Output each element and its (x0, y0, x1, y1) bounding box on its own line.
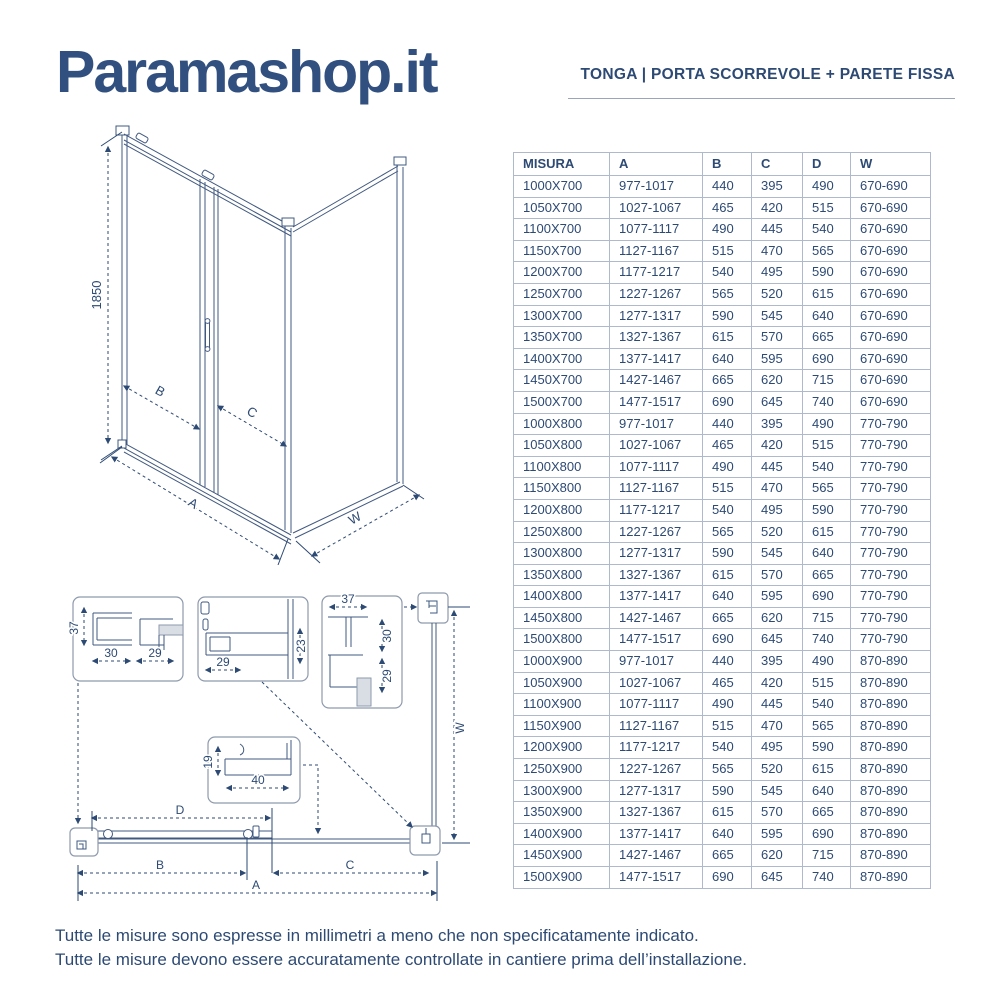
table-cell: 1200X700 (514, 262, 610, 284)
profile-detail-box-4 (201, 737, 300, 803)
table-cell: 490 (703, 456, 752, 478)
detail1-dim-29: 29 (148, 646, 162, 660)
table-cell: 540 (703, 737, 752, 759)
table-cell: 420 (752, 435, 803, 457)
table-cell: 565 (803, 478, 851, 500)
table-cell: 670-690 (851, 370, 931, 392)
table-cell: 870-890 (851, 759, 931, 781)
table-cell: 1000X900 (514, 651, 610, 673)
table-cell: 620 (752, 370, 803, 392)
table-cell: 740 (803, 629, 851, 651)
table-cell: 645 (752, 629, 803, 651)
iso-dim-c-label: C (244, 403, 260, 421)
table-cell: 440 (703, 651, 752, 673)
table-cell: 440 (703, 413, 752, 435)
column-header: W (851, 153, 931, 176)
table-cell: 770-790 (851, 413, 931, 435)
table-cell: 770-790 (851, 564, 931, 586)
table-cell: 1027-1067 (610, 197, 703, 219)
table-cell: 470 (752, 478, 803, 500)
product-line-title: TONGA | PORTA SCORREVOLE + PARETE FISSA (580, 66, 955, 83)
table-cell: 715 (803, 607, 851, 629)
plan-dim-c-label: C (345, 858, 355, 872)
table-cell: 665 (803, 327, 851, 349)
table-cell: 590 (803, 737, 851, 759)
table-cell: 520 (752, 759, 803, 781)
table-cell: 1327-1367 (610, 327, 703, 349)
table-cell: 1177-1217 (610, 499, 703, 521)
table-cell: 870-890 (851, 715, 931, 737)
table-row (514, 283, 931, 305)
table-cell: 870-890 (851, 780, 931, 802)
column-header: C (752, 153, 803, 176)
table-cell: 545 (752, 305, 803, 327)
size-table-head-row (514, 153, 931, 176)
table-cell: 640 (703, 348, 752, 370)
table-cell: 395 (752, 651, 803, 673)
table-cell: 870-890 (851, 823, 931, 845)
table-row (514, 651, 931, 673)
detail3-dim-37: 37 (341, 592, 355, 606)
table-row (514, 327, 931, 349)
table-cell: 445 (752, 694, 803, 716)
table-row (514, 823, 931, 845)
table-cell: 1200X800 (514, 499, 610, 521)
table-cell: 870-890 (851, 737, 931, 759)
table-row (514, 176, 931, 198)
iso-dim-height-label: 1850 (89, 280, 104, 310)
table-cell: 1077-1117 (610, 219, 703, 241)
table-cell: 570 (752, 327, 803, 349)
table-cell: 670-690 (851, 240, 931, 262)
profile-detail-box-3 (322, 592, 402, 708)
table-cell: 1000X700 (514, 176, 610, 198)
table-cell: 490 (803, 413, 851, 435)
table-cell: 1127-1167 (610, 478, 703, 500)
table-cell: 420 (752, 197, 803, 219)
table-cell: 690 (703, 391, 752, 413)
table-cell: 690 (803, 823, 851, 845)
table-row (514, 607, 931, 629)
table-cell: 670-690 (851, 305, 931, 327)
table-cell: 615 (803, 759, 851, 781)
table-cell: 590 (803, 499, 851, 521)
column-header: A (610, 153, 703, 176)
table-cell: 465 (703, 672, 752, 694)
shower-frame-lines (116, 126, 406, 544)
plan-dim-w-label: W (453, 722, 467, 734)
footer-note-line1: Tutte le misure sono espresse in millimetri a meno che non specificatamente indicato. (55, 926, 699, 945)
table-cell: 570 (752, 564, 803, 586)
table-cell: 1050X900 (514, 672, 610, 694)
table-cell: 565 (703, 283, 752, 305)
table-cell: 740 (803, 867, 851, 889)
detail2-dim-23: 23 (294, 639, 308, 653)
table-cell: 977-1017 (610, 651, 703, 673)
table-cell: 645 (752, 867, 803, 889)
table-cell: 420 (752, 672, 803, 694)
table-cell: 565 (703, 521, 752, 543)
table-cell: 770-790 (851, 607, 931, 629)
table-cell: 770-790 (851, 456, 931, 478)
table-cell: 1400X700 (514, 348, 610, 370)
table-cell: 770-790 (851, 478, 931, 500)
table-row (514, 435, 931, 457)
table-cell: 1050X700 (514, 197, 610, 219)
table-cell: 1327-1367 (610, 802, 703, 824)
table-cell: 1250X800 (514, 521, 610, 543)
table-cell: 770-790 (851, 521, 931, 543)
table-cell: 595 (752, 823, 803, 845)
table-cell: 977-1017 (610, 413, 703, 435)
size-table (513, 152, 931, 889)
table-cell: 1100X800 (514, 456, 610, 478)
table-cell: 620 (752, 845, 803, 867)
table-cell: 770-790 (851, 499, 931, 521)
table-cell: 1350X900 (514, 802, 610, 824)
table-cell: 1000X800 (514, 413, 610, 435)
table-row (514, 586, 931, 608)
table-cell: 1427-1467 (610, 845, 703, 867)
table-cell: 540 (803, 694, 851, 716)
table-cell: 515 (703, 478, 752, 500)
column-header: B (703, 153, 752, 176)
table-cell: 540 (703, 262, 752, 284)
table-cell: 1277-1317 (610, 543, 703, 565)
plan-dim-d-label: D (175, 803, 185, 817)
table-cell: 1450X700 (514, 370, 610, 392)
table-cell: 665 (803, 802, 851, 824)
table-row (514, 370, 931, 392)
table-cell: 515 (803, 672, 851, 694)
table-cell: 1100X700 (514, 219, 610, 241)
column-header: D (803, 153, 851, 176)
isometric-shower-drawing (60, 115, 490, 565)
table-cell: 670-690 (851, 348, 931, 370)
table-cell: 1400X900 (514, 823, 610, 845)
table-cell: 1400X800 (514, 586, 610, 608)
table-cell: 1477-1517 (610, 391, 703, 413)
table-row (514, 694, 931, 716)
table-cell: 1300X900 (514, 780, 610, 802)
table-cell: 565 (703, 759, 752, 781)
table-cell: 445 (752, 219, 803, 241)
table-cell: 490 (803, 176, 851, 198)
table-row (514, 478, 931, 500)
table-cell: 870-890 (851, 802, 931, 824)
table-cell: 1377-1417 (610, 823, 703, 845)
table-cell: 540 (703, 499, 752, 521)
table-cell: 615 (803, 521, 851, 543)
table-cell: 545 (752, 543, 803, 565)
table-cell: 395 (752, 413, 803, 435)
footer-note-line2: Tutte le misure devono essere accuratamente controllate in cantiere prima dell’installazione. (55, 950, 748, 970)
table-row (514, 305, 931, 327)
table-cell: 690 (703, 629, 752, 651)
detail2-dim-29: 29 (216, 655, 230, 669)
table-row (514, 262, 931, 284)
table-cell: 515 (703, 715, 752, 737)
table-row (514, 348, 931, 370)
table-cell: 670-690 (851, 197, 931, 219)
table-cell: 1150X700 (514, 240, 610, 262)
table-cell: 590 (703, 543, 752, 565)
table-cell: 665 (803, 564, 851, 586)
table-row (514, 845, 931, 867)
table-cell: 515 (703, 240, 752, 262)
table-cell: 545 (752, 780, 803, 802)
table-cell: 1227-1267 (610, 759, 703, 781)
plan-dim-b-label: B (155, 858, 165, 872)
table-cell: 440 (703, 176, 752, 198)
table-cell: 515 (803, 197, 851, 219)
header-divider (568, 98, 955, 99)
table-cell: 670-690 (851, 283, 931, 305)
table-cell: 1077-1117 (610, 694, 703, 716)
table-cell: 1427-1467 (610, 370, 703, 392)
table-row (514, 413, 931, 435)
table-cell: 670-690 (851, 391, 931, 413)
detail1-dim-37: 37 (67, 621, 81, 635)
table-cell: 1500X800 (514, 629, 610, 651)
table-cell: 565 (803, 715, 851, 737)
table-row (514, 391, 931, 413)
table-cell: 615 (703, 327, 752, 349)
table-cell: 1300X800 (514, 543, 610, 565)
table-cell: 770-790 (851, 543, 931, 565)
table-cell: 1500X900 (514, 867, 610, 889)
table-cell: 1450X800 (514, 607, 610, 629)
table-cell: 670-690 (851, 219, 931, 241)
table-cell: 1377-1417 (610, 586, 703, 608)
table-cell: 645 (752, 391, 803, 413)
table-cell: 1027-1067 (610, 435, 703, 457)
table-cell: 1177-1217 (610, 737, 703, 759)
table-cell: 690 (703, 867, 752, 889)
table-row (514, 499, 931, 521)
detail4-dim-40: 40 (251, 773, 265, 787)
table-cell: 465 (703, 435, 752, 457)
table-cell: 640 (703, 823, 752, 845)
table-row (514, 197, 931, 219)
table-cell: 690 (803, 586, 851, 608)
table-cell: 1277-1317 (610, 780, 703, 802)
table-cell: 1027-1067 (610, 672, 703, 694)
wall-profile-square (404, 593, 448, 623)
table-cell: 870-890 (851, 651, 931, 673)
table-cell: 1200X900 (514, 737, 610, 759)
table-cell: 770-790 (851, 629, 931, 651)
table-cell: 595 (752, 348, 803, 370)
table-cell: 1300X700 (514, 305, 610, 327)
table-cell: 1427-1467 (610, 607, 703, 629)
brand-logo: Paramashop.it (56, 39, 437, 105)
table-row (514, 802, 931, 824)
table-cell: 1050X800 (514, 435, 610, 457)
table-cell: 1350X700 (514, 327, 610, 349)
table-cell: 670-690 (851, 327, 931, 349)
detail3-dim-30: 30 (380, 629, 394, 643)
table-cell: 570 (752, 802, 803, 824)
table-cell: 665 (703, 607, 752, 629)
table-cell: 615 (703, 802, 752, 824)
footer-notes (55, 924, 747, 972)
detail3-dim-29: 29 (380, 669, 394, 683)
table-row (514, 240, 931, 262)
detail4-dim-19: 19 (201, 755, 215, 769)
table-cell: 445 (752, 456, 803, 478)
table-row (514, 219, 931, 241)
table-cell: 470 (752, 240, 803, 262)
detail1-dim-30: 30 (104, 646, 118, 660)
table-row (514, 629, 931, 651)
table-cell: 715 (803, 845, 851, 867)
table-cell: 670-690 (851, 176, 931, 198)
table-cell: 565 (803, 240, 851, 262)
table-cell: 715 (803, 370, 851, 392)
table-row (514, 780, 931, 802)
table-row (514, 521, 931, 543)
table-row (514, 456, 931, 478)
table-cell: 1277-1317 (610, 305, 703, 327)
table-cell: 1477-1517 (610, 629, 703, 651)
table-cell: 1450X900 (514, 845, 610, 867)
table-cell: 870-890 (851, 672, 931, 694)
table-cell: 1250X900 (514, 759, 610, 781)
table-cell: 665 (703, 845, 752, 867)
table-cell: 1150X900 (514, 715, 610, 737)
table-cell: 640 (803, 305, 851, 327)
table-row (514, 543, 931, 565)
iso-dim-w-label: W (345, 508, 364, 528)
table-cell: 670-690 (851, 262, 931, 284)
table-cell: 1350X800 (514, 564, 610, 586)
table-cell: 640 (703, 586, 752, 608)
table-cell: 870-890 (851, 867, 931, 889)
table-cell: 590 (803, 262, 851, 284)
table-cell: 770-790 (851, 435, 931, 457)
table-cell: 470 (752, 715, 803, 737)
table-cell: 620 (752, 607, 803, 629)
table-cell: 490 (703, 694, 752, 716)
column-header: MISURA (514, 153, 610, 176)
table-cell: 590 (703, 780, 752, 802)
table-cell: 595 (752, 586, 803, 608)
table-cell: 1477-1517 (610, 867, 703, 889)
iso-dim-b-label: B (152, 382, 168, 400)
table-cell: 495 (752, 737, 803, 759)
table-cell: 520 (752, 521, 803, 543)
table-cell: 977-1017 (610, 176, 703, 198)
plan-dim-a-label: A (251, 878, 261, 892)
size-table-body (514, 176, 931, 889)
table-cell: 590 (703, 305, 752, 327)
table-cell: 490 (703, 219, 752, 241)
table-row (514, 867, 931, 889)
table-cell: 870-890 (851, 845, 931, 867)
table-cell: 1127-1167 (610, 715, 703, 737)
table-cell: 540 (803, 219, 851, 241)
table-row (514, 759, 931, 781)
table-cell: 640 (803, 543, 851, 565)
table-cell: 615 (703, 564, 752, 586)
table-cell: 1100X900 (514, 694, 610, 716)
table-cell: 615 (803, 283, 851, 305)
table-cell: 395 (752, 176, 803, 198)
iso-dim-a-label: A (185, 494, 201, 512)
table-cell: 1250X700 (514, 283, 610, 305)
table-cell: 490 (803, 651, 851, 673)
table-cell: 495 (752, 262, 803, 284)
table-cell: 495 (752, 499, 803, 521)
table-cell: 465 (703, 197, 752, 219)
table-row (514, 715, 931, 737)
table-cell: 1227-1267 (610, 521, 703, 543)
profile-detail-box-1 (67, 597, 183, 681)
table-cell: 1327-1367 (610, 564, 703, 586)
table-cell: 520 (752, 283, 803, 305)
table-cell: 1227-1267 (610, 283, 703, 305)
table-cell: 540 (803, 456, 851, 478)
table-cell: 770-790 (851, 586, 931, 608)
table-cell: 640 (803, 780, 851, 802)
table-cell: 1077-1117 (610, 456, 703, 478)
table-cell: 1127-1167 (610, 240, 703, 262)
plan-view-drawing (60, 575, 490, 935)
table-cell: 1150X800 (514, 478, 610, 500)
table-cell: 1377-1417 (610, 348, 703, 370)
table-row (514, 564, 931, 586)
profile-detail-box-2 (198, 597, 308, 681)
table-row (514, 737, 931, 759)
table-cell: 1500X700 (514, 391, 610, 413)
table-cell: 515 (803, 435, 851, 457)
table-row (514, 672, 931, 694)
table-cell: 740 (803, 391, 851, 413)
table-cell: 690 (803, 348, 851, 370)
table-cell: 870-890 (851, 694, 931, 716)
table-cell: 1177-1217 (610, 262, 703, 284)
table-cell: 665 (703, 370, 752, 392)
